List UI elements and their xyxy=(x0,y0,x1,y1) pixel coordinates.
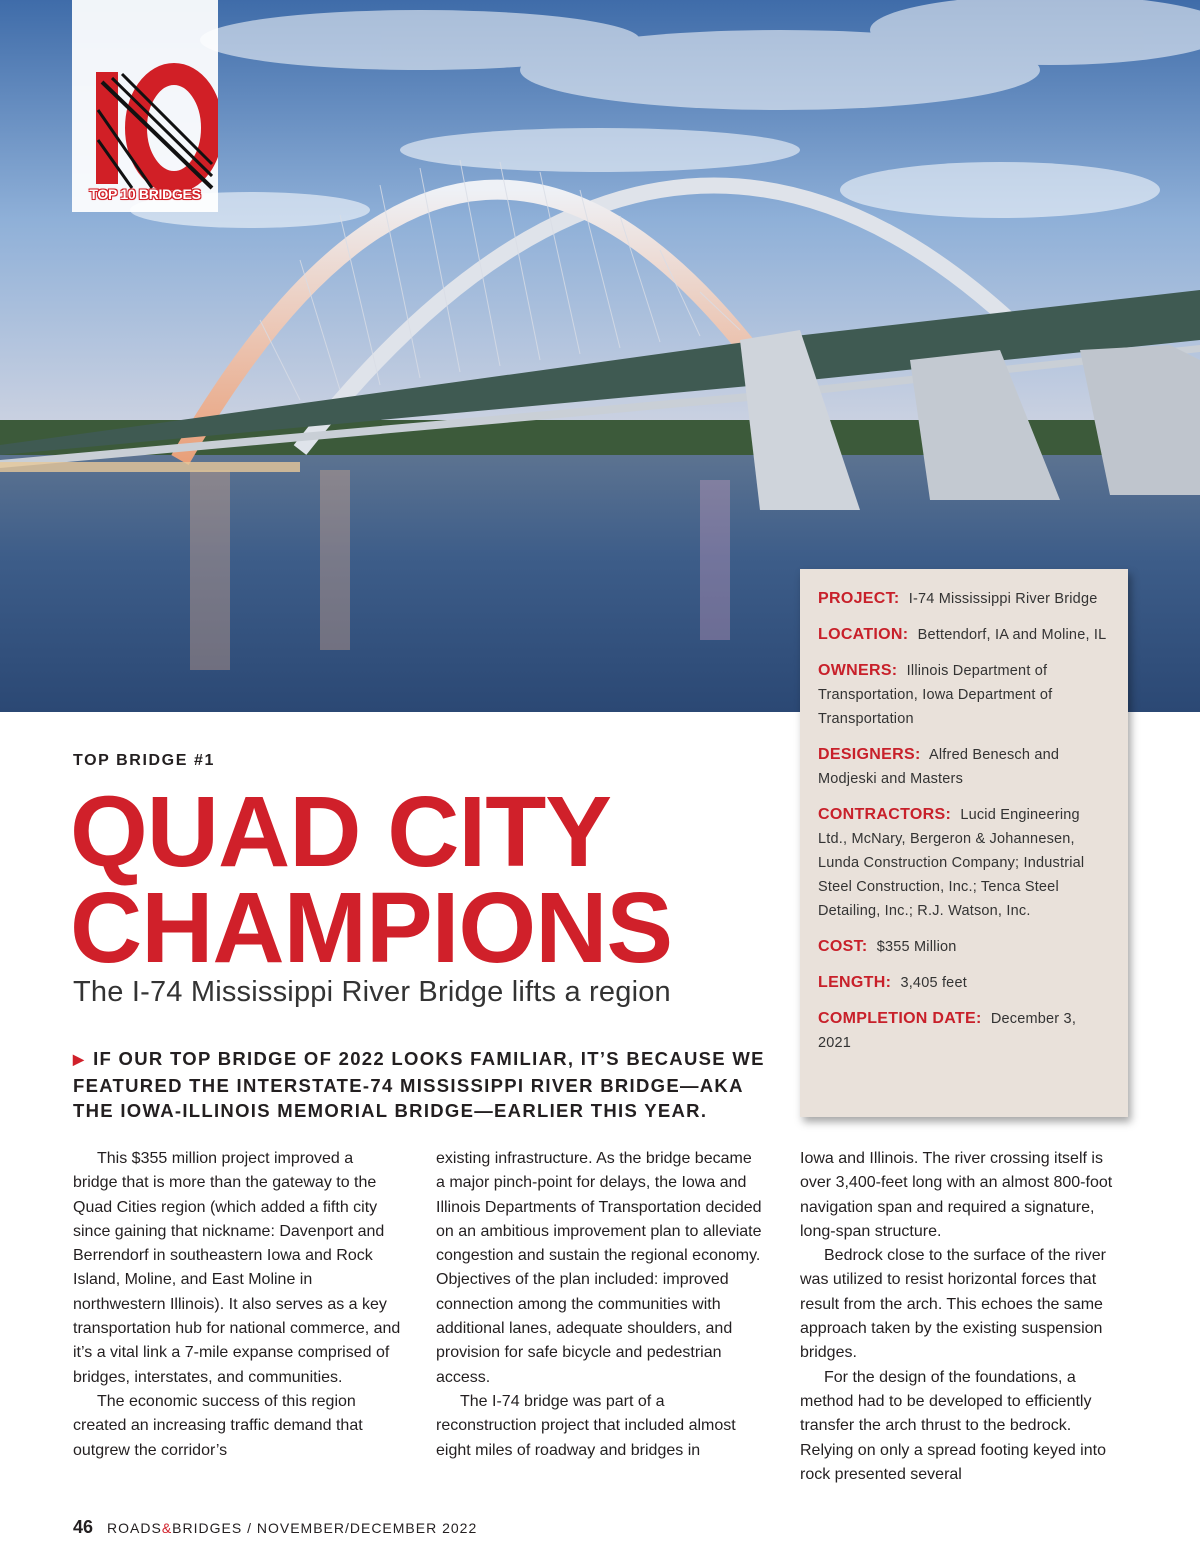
info-cost-value: $355 Million xyxy=(876,939,957,955)
info-contractors xyxy=(818,803,1110,923)
paragraph: The economic success of this region created an increasing traffic demand that outgrew the corridor’s xyxy=(73,1392,363,1459)
lead-paragraph xyxy=(73,1046,773,1123)
project-info-box xyxy=(800,569,1128,1117)
headline-line2: CHAMPIONS xyxy=(70,872,673,984)
info-length-label: LENGTH: xyxy=(818,974,892,991)
magazine-name-part2: BRIDGES xyxy=(172,1520,243,1536)
info-location-value: Bettendorf, IA and Moline, IL xyxy=(917,627,1107,643)
magazine-name-part1: ROADS xyxy=(107,1520,162,1536)
info-owners-label: OWNERS: xyxy=(818,662,898,679)
page-footer xyxy=(73,1517,477,1538)
triangle-right-icon: ▶ xyxy=(73,1051,86,1067)
top10-badge xyxy=(72,0,218,212)
info-completion xyxy=(818,1007,1110,1055)
paragraph: The I-74 bridge was part of a reconstruction project that included almost eight miles of roadway and bridges in xyxy=(436,1392,736,1459)
info-designers xyxy=(818,743,1110,791)
info-designers-value: Alfred Benesch and Modjeski and Masters xyxy=(818,747,1060,787)
paragraph: Iowa and Illinois. The river crossing itself is over 3,400-feet long with an almost 800-foot navigation span and required a signature, long-span structure. xyxy=(800,1150,1113,1240)
info-length-value: 3,405 feet xyxy=(900,975,967,991)
lead-text: IF OUR TOP BRIDGE OF 2022 LOOKS FAMILIAR, IT’S BECAUSE WE FEATURED THE INTERSTATE-74 MISSISSIPPI RIVER BRIDGE—AKA THE IOWA-ILLINOIS MEMORIAL BRIDGE—EARLIER THIS YEAR. xyxy=(73,1048,765,1121)
body-column-3 xyxy=(800,1147,1128,1487)
headline-line1: QUAD CITY xyxy=(70,776,611,888)
body-column-1 xyxy=(73,1147,401,1463)
info-completion-label: COMPLETION DATE: xyxy=(818,1010,982,1027)
magazine-ampersand: & xyxy=(161,1520,173,1536)
info-length xyxy=(818,971,1110,995)
approach-span xyxy=(0,462,300,472)
subhead: The I-74 Mississippi River Bridge lifts a region xyxy=(73,976,671,1008)
top10-logo xyxy=(72,0,218,190)
paragraph: existing infrastructure. As the bridge became a major pinch-point for delays, the Iowa and Illinois Departments of Transportation decided on an ambitious improvement plan to alleviate congestion and sustain the regional economy. Objectives of the plan included: improved connection among the communities with additional lanes, adequate shoulders, and provision for safe bicycle and pedestrian access. xyxy=(436,1150,762,1386)
page-number: 46 xyxy=(73,1517,94,1537)
issue-date: NOVEMBER/DECEMBER 2022 xyxy=(256,1520,478,1536)
paragraph: This $355 million project improved a bridge that is more than the gateway to the Quad Cities region (which added a fifth city since gaining that nickname: Davenport and Berrendorf in southeastern Iowa and Rock Island, Moline, and East Moline in northwestern Illinois). It also serves as a key transportation hub for national commerce, and it’s a vital link a 7-mile expanse comprised of bridges, interstates, and communities. xyxy=(73,1150,401,1386)
info-contractors-value: Lucid Engineering Ltd., McNary, Bergeron & Johannesen, Lunda Construction Company; Industrial Steel Construction, Inc.; Tenca Steel Detailing, Inc.; R.J. Watson, Inc. xyxy=(818,807,1085,919)
info-project-label: PROJECT: xyxy=(818,590,900,607)
info-owners xyxy=(818,659,1110,731)
info-owners-value: Illinois Department of Transportation, Iowa Department of Transportation xyxy=(818,663,1053,727)
headline xyxy=(70,776,790,984)
info-designers-label: DESIGNERS: xyxy=(818,746,921,763)
info-cost-label: COST: xyxy=(818,938,868,955)
footer-separator: / xyxy=(242,1520,257,1536)
badge-label: TOP 10 BRIDGES xyxy=(89,186,201,202)
info-completion-value: December 3, 2021 xyxy=(818,1011,1077,1051)
info-project-value: I-74 Mississippi River Bridge xyxy=(908,591,1098,607)
body-column-2 xyxy=(436,1147,764,1463)
paragraph: For the design of the foundations, a method had to be developed to efficiently transfer the arch thrust to the bedrock. Relying on only a spread footing keyed into rock presented several xyxy=(800,1368,1106,1483)
info-location-label: LOCATION: xyxy=(818,626,909,643)
paragraph: Bedrock close to the surface of the river was utilized to resist horizontal forces that result from the arch. This echoes the same approach taken by the existing suspension bridges. xyxy=(800,1247,1106,1362)
info-cost xyxy=(818,935,1110,959)
kicker: TOP BRIDGE #1 xyxy=(73,752,216,769)
info-project xyxy=(818,587,1110,611)
info-location xyxy=(818,623,1110,647)
info-contractors-label: CONTRACTORS: xyxy=(818,806,952,823)
